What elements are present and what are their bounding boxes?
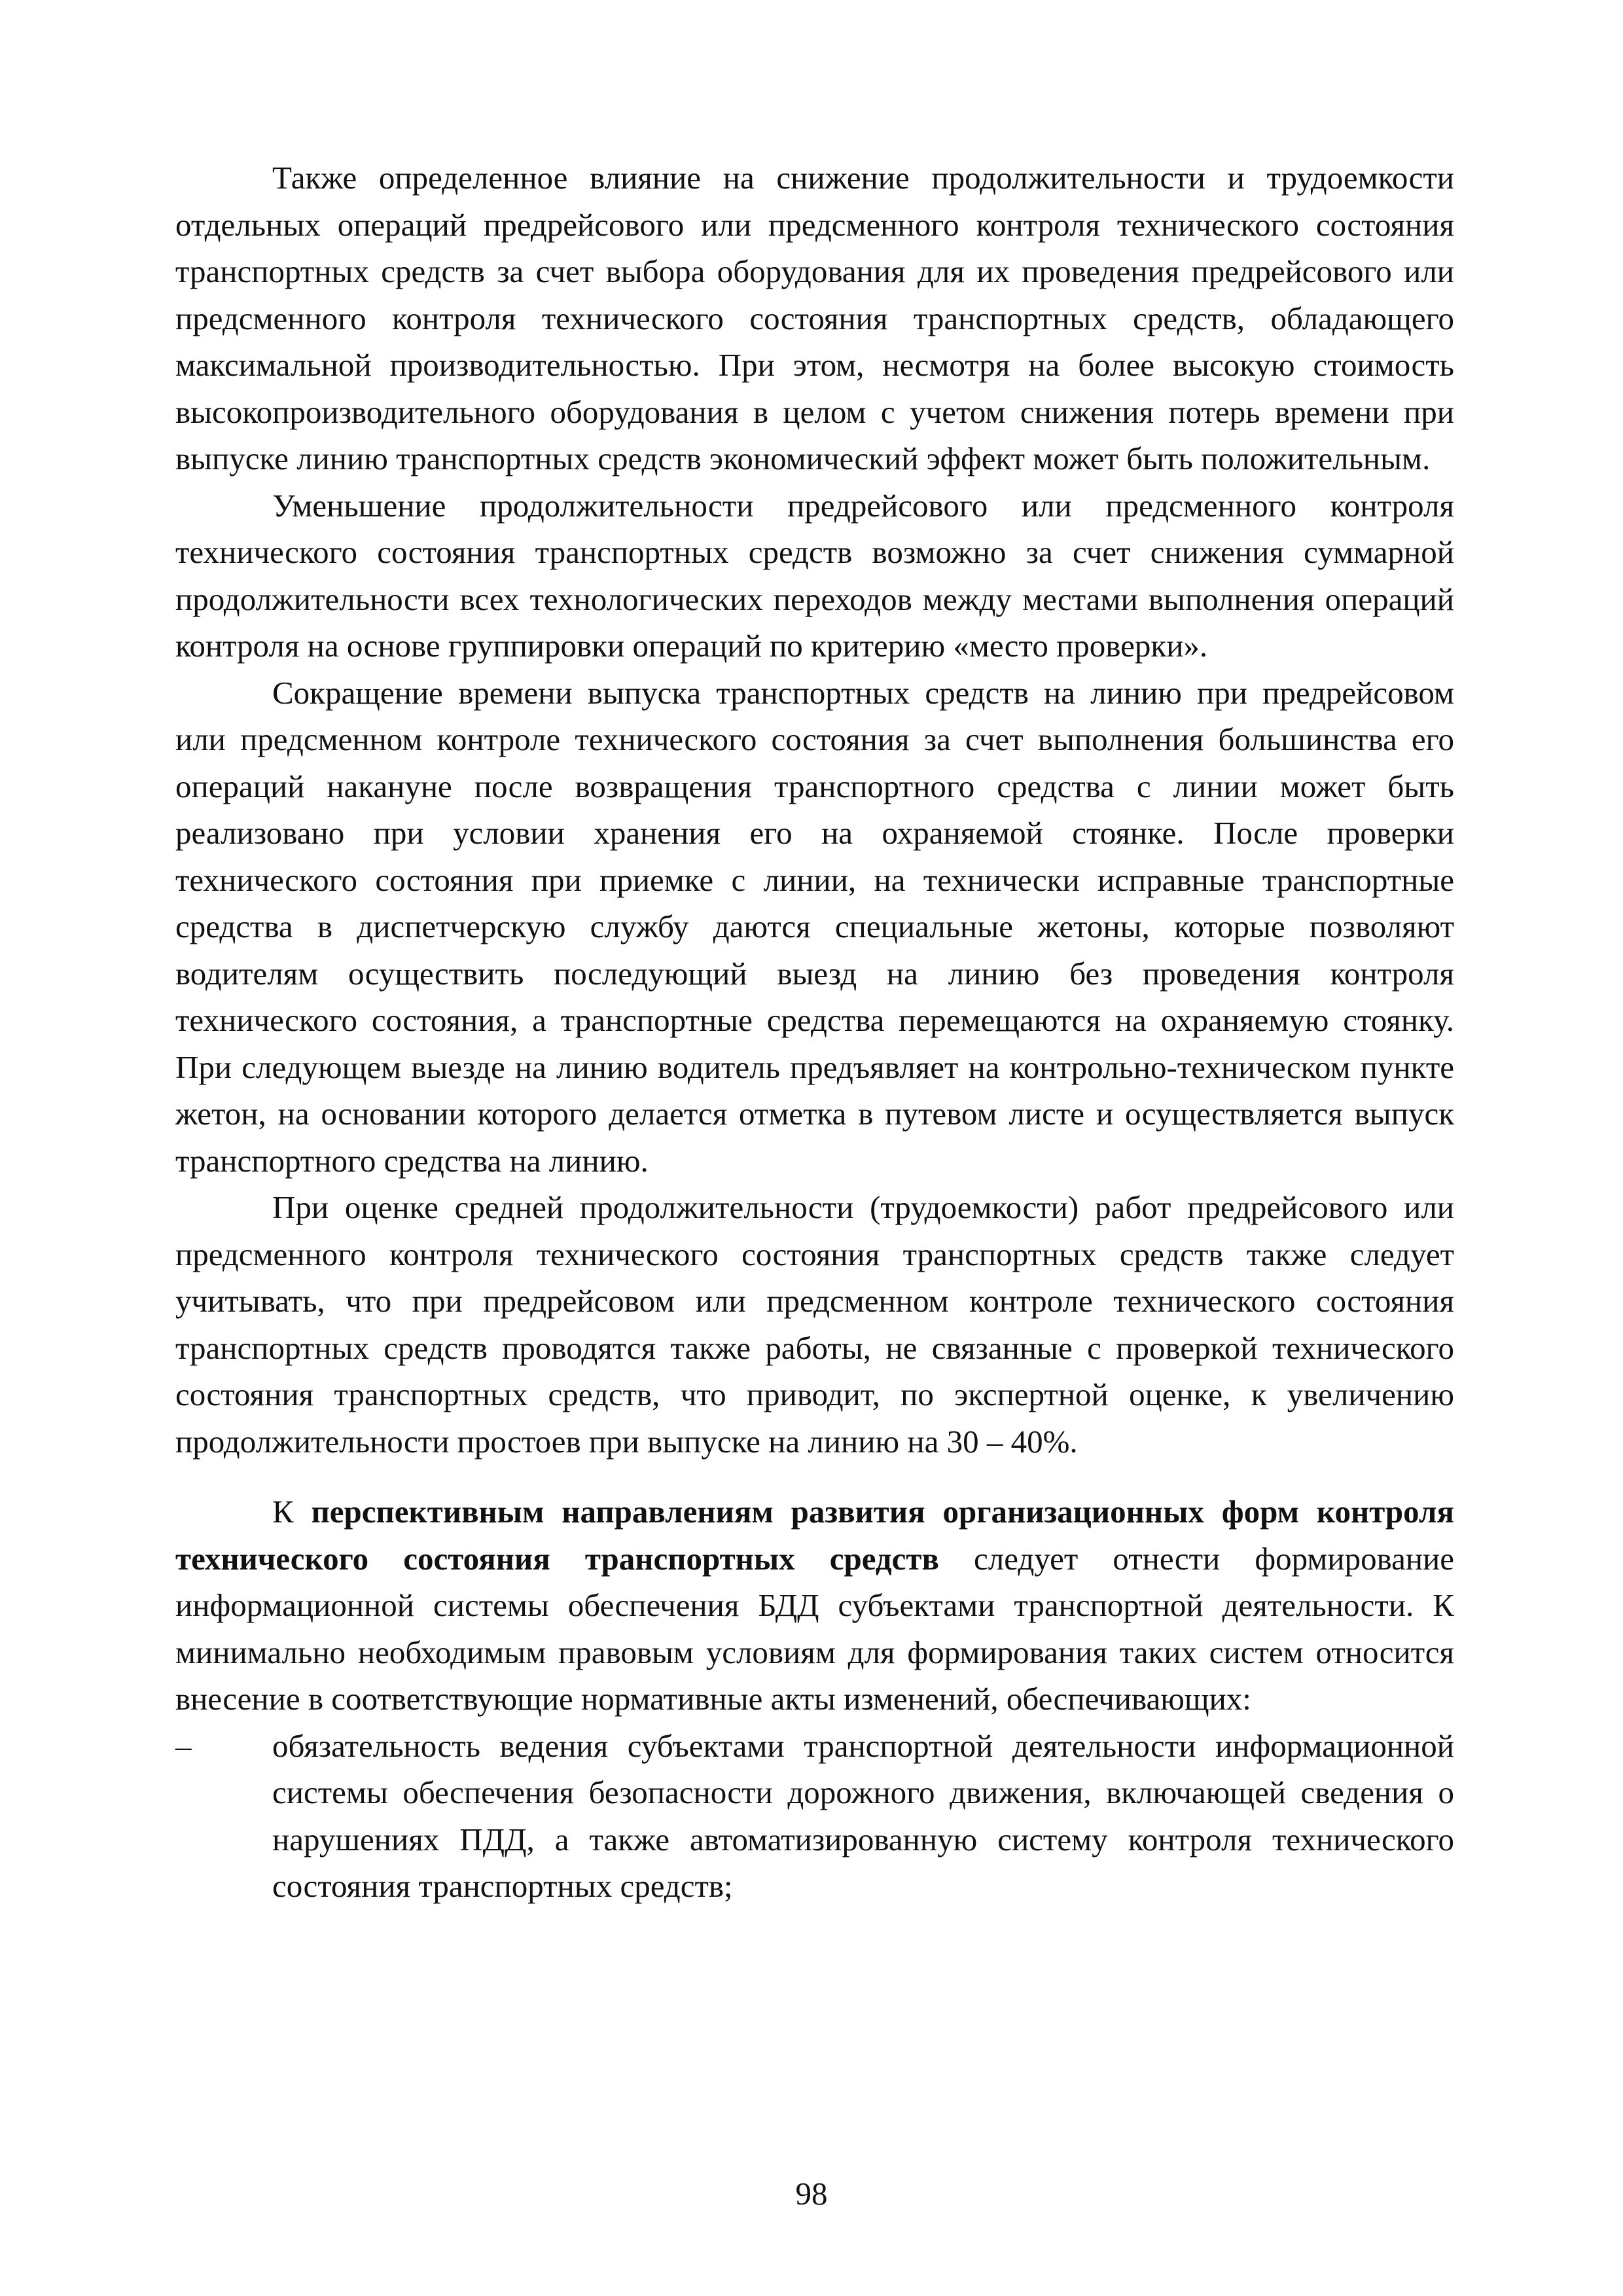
paragraph-duration-estimate: При оценке средней продолжительности (трудоемкости) работ предрейсового или предсменного контроля технического состояния транспортных средств также следует учитывать, что при предрейсовом или предсменном контроле технического состояния транспортных средств проводятся также работы, не связанные с проверкой технического состояния транспортных средств, что приводит, по экспертной оценке, к увеличению продолжительности простоев при выпуске на линию на 30 – 40%.	[175, 1189, 1454, 1460]
dash-bullet: –	[175, 1727, 192, 1764]
paragraph-grouping-operations: Уменьшение продолжительности предрейсового или предсменного контроля технического состояния транспортных средств возможно за счет снижения суммарной продолжительности всех технологических переходов между местами выполнения операций контроля на основе группировки операций по критерию «место проверки».	[175, 487, 1454, 664]
list-item-text: обязательность ведения субъектами транспортной деятельности информационной системы обеспечения безопасности дорожного движения, включающей сведения о нарушениях ПДД, а также автоматизированную систему контроля технического состояния транспортных средств;	[272, 1727, 1454, 1904]
body-text	[175, 154, 1454, 1910]
page-number: 98	[795, 2176, 828, 2212]
paragraph-perspective-directions	[175, 1488, 1454, 1723]
perspective-rest: следует отнести формирование информационной системы обеспечения БДД субъектами транспортной деятельности. К минимально необходимым правовым условиям для формирования таких систем относится внесение в соответствующие нормативные акты изменений, обеспечивающих:	[175, 1540, 1455, 1717]
requirements-list	[175, 1723, 1454, 1910]
list-item	[175, 1723, 1454, 1910]
paragraph-gap	[175, 1465, 1454, 1488]
paragraph-release-time-reduction: Сокращение времени выпуска транспортных средств на линию при предрейсовом или предсменном контроле технического состояния за счет выполнения большинства его операций накануне после возвращения транспортного средства с линии может быть реализовано при условии хранения его на охраняемой стоянке. После проверки технического состояния при приемке с линии, на технически исправные транспортные средства в диспетчерскую службу даются специальные жетоны, которые позволяют водителям осуществить последующий выезд на линию без проведения контроля технического состояния, а транспортные средства перемещаются на охраняемую стоянку. При следующем выезде на линию водитель предъявляет на контрольно-техническом пункте жетон, на основании которого делается отметка в путевом листе и осуществляется выпуск транспортного средства на линию.	[175, 674, 1454, 1179]
perspective-bold-phrase: перспективным направлениям развития организационных форм контроля технического состояния транспортных средств	[175, 1494, 1454, 1577]
paragraph-equipment-choice: Также определенное влияние на снижение продолжительности и трудоемкости отдельных операций предрейсового или предсменного контроля технического состояния транспортных средств за счет выбора оборудования для их проведения предрейсового или предсменного контроля технического состояния транспортных средств, обладающего максимальной производительностью. При этом, несмотря на более высокую стоимость высокопроизводительного оборудования в целом с учетом снижения потерь времени при выпуске линию транспортных средств экономический эффект может быть положительным.	[175, 160, 1454, 476]
perspective-lead: К	[272, 1494, 312, 1530]
